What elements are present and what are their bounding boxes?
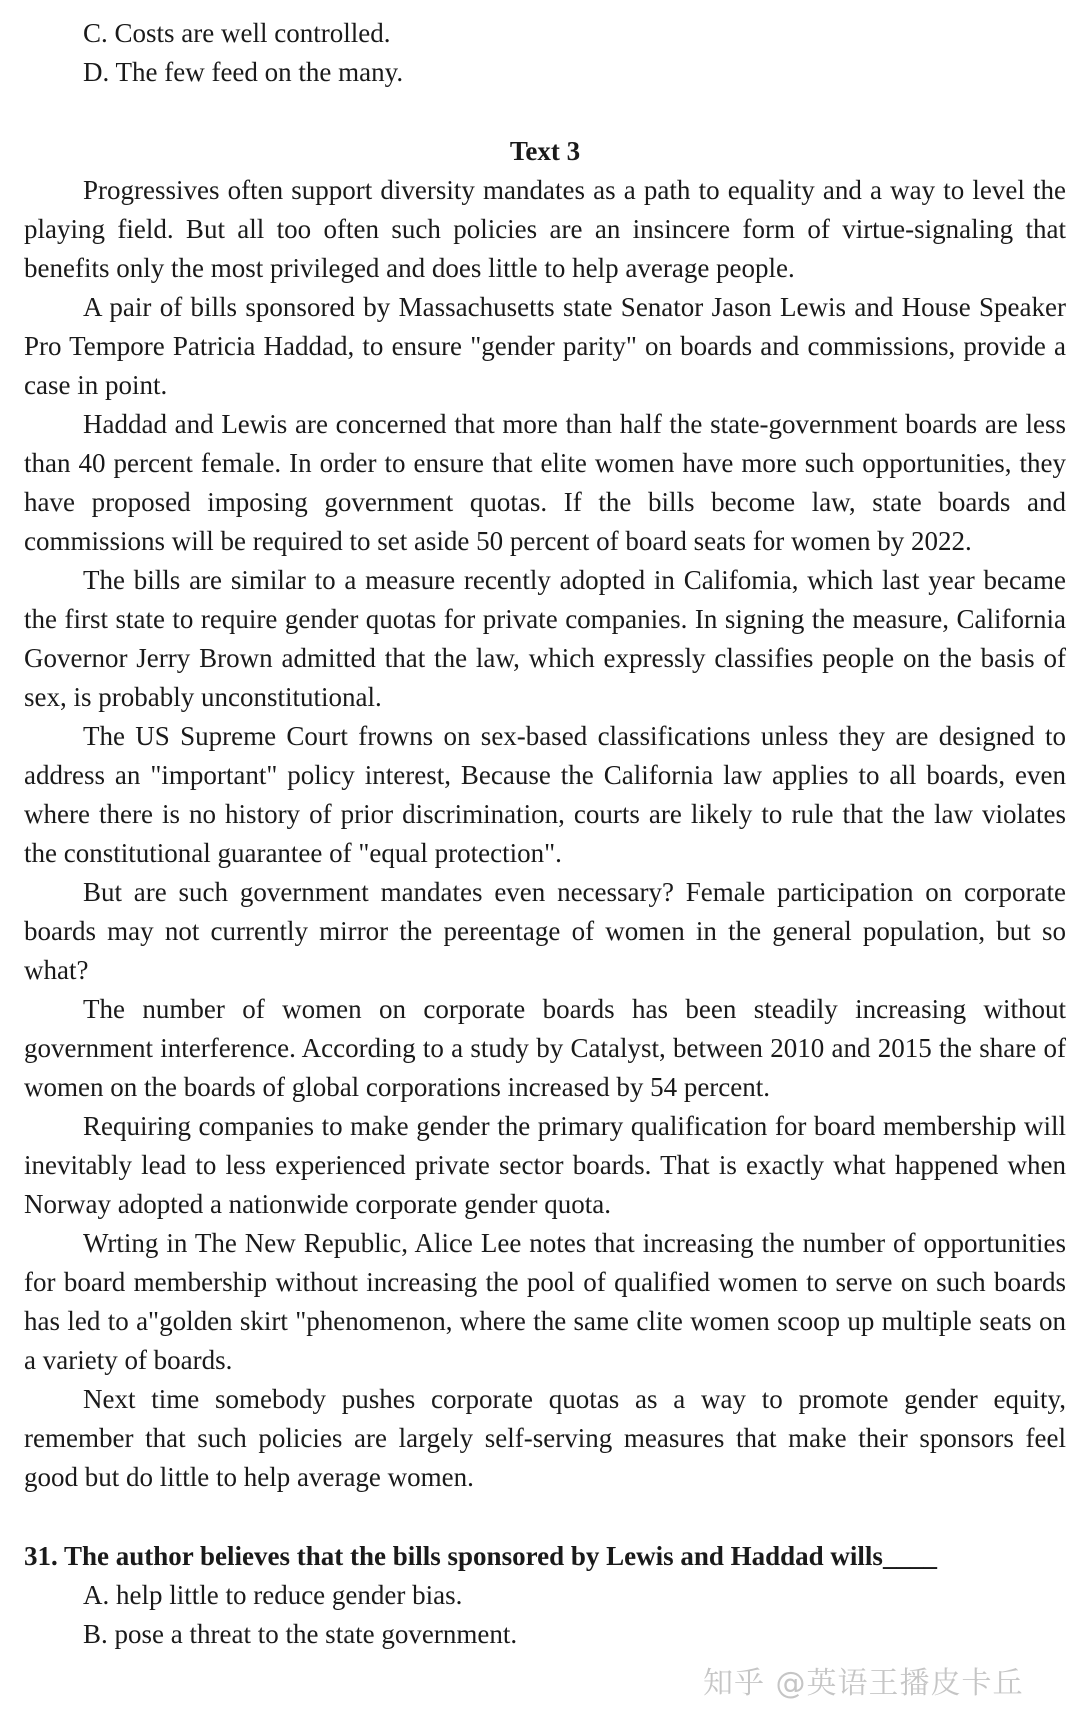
option-d: D. The few feed on the many. — [83, 57, 404, 87]
paragraph-7: The number of women on corporate boards has been steadily increasing without government interference. According to a study by Catalyst, between 2010 and 2015 the share of women on the boards of global corporations increased by 54 percent. — [24, 994, 1066, 1102]
exam-page — [24, 14, 1066, 1654]
passage — [24, 171, 1066, 1497]
question-31: 31. The author believes that the bills sponsored by Lewis and Haddad wills____ — [24, 1541, 937, 1571]
question-option-b: B. pose a threat to the state government. — [83, 1619, 518, 1649]
paragraph-10: Next time somebody pushes corporate quotas as a way to promote gender equity, remember that such policies are largely self-serving measures that make their sponsors feel good but do little to help average women. — [24, 1384, 1066, 1492]
question-option-a: A. help little to reduce gender bias. — [83, 1580, 463, 1610]
paragraph-3: Haddad and Lewis are concerned that more than half the state-government boards are less than 40 percent female. In order to ensure that elite women have more such opportunities, they have proposed imposing government quotas. If the bills become law, state boards and commissions will be required to set aside 50 percent of board seats for women by 2022. — [24, 409, 1066, 556]
section-title: Text 3 — [509, 136, 581, 166]
paragraph-1: Progressives often support diversity mandates as a path to equality and a way to level the playing field. But all too often such policies are an insincere form of virtue-signaling that benefits only the most privileged and does little to help average people. — [24, 175, 1066, 283]
watermark: 知乎 @英语王播皮卡丘 — [703, 1666, 1024, 1701]
paragraph-5: The US Supreme Court frowns on sex-based classifications unless they are designed to address an "important" policy interest, Because the California law applies to all boards, even where there is no history of prior discrimination, courts are likely to rule that the law violates the constitutional guarantee of "equal protection". — [24, 721, 1066, 868]
paragraph-2: A pair of bills sponsored by Massachusetts state Senator Jason Lewis and House Speaker Pro Tempore Patricia Haddad, to ensure "gender parity" on boards and commissions, provide a case in point. — [24, 292, 1066, 400]
paragraph-4: The bills are similar to a measure recently adopted in Califomia, which last year became the first state to require gender quotas for private companies. In signing the measure, California Governor Jerry Brown admitted that the law, which expressly classifies people on the basis of sex, is probably unconstitutional. — [24, 565, 1066, 712]
option-c: C. Costs are well controlled. — [83, 18, 391, 48]
paragraph-9: Wrting in The New Republic, Alice Lee notes that increasing the number of opportunities for board membership without increasing the pool of qualified women to serve on such boards has led to a"golden skirt "phenomenon, where the same clite women scoop up multiple seats on a variety of boards. — [24, 1228, 1066, 1375]
paragraph-8: Requiring companies to make gender the primary qualification for board membership will inevitably lead to less experienced private sector boards. That is exactly what happened when Norway adopted a nationwide corporate gender quota. — [24, 1111, 1066, 1219]
paragraph-6: But are such government mandates even necessary? Female participation on corporate boards may not currently mirror the pereentage of women in the general population, but so what? — [24, 877, 1066, 985]
